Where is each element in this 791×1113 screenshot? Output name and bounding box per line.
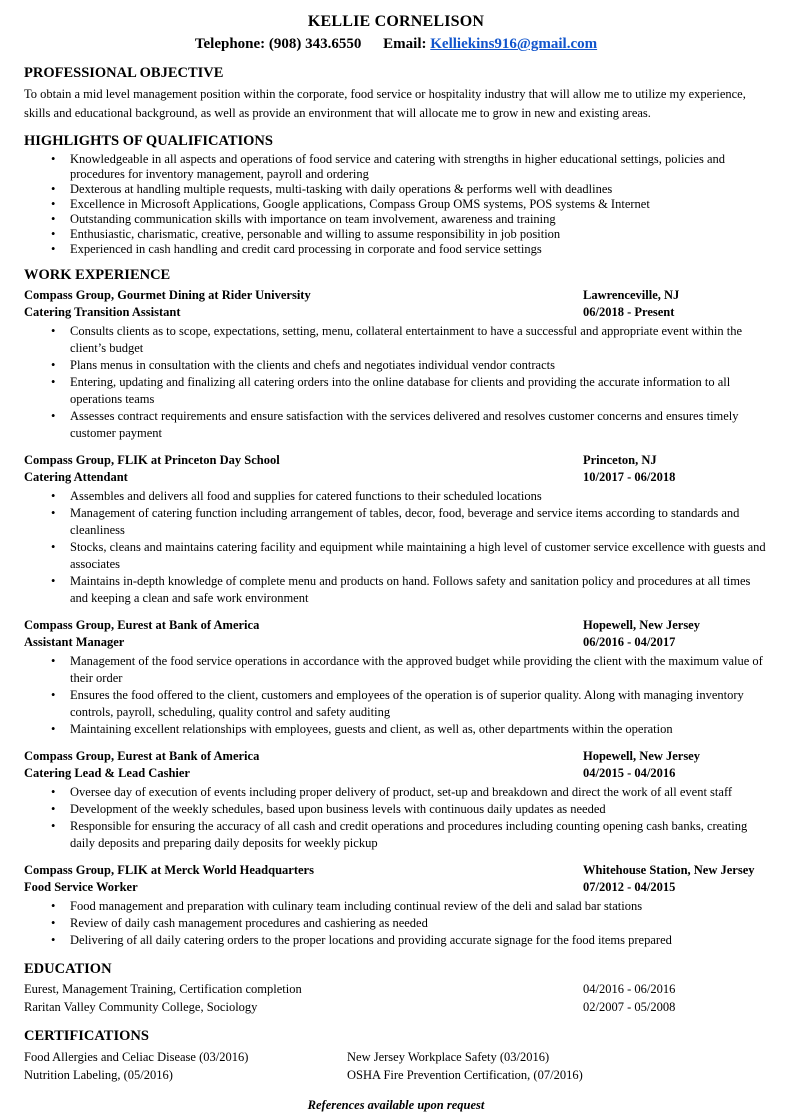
job-company: Compass Group, Gourmet Dining at Rider University (24, 287, 311, 302)
education-dates: 04/2016 - 06/2016 (583, 982, 676, 997)
job-entry (24, 862, 768, 949)
job-entry (24, 287, 768, 442)
job-entry (24, 617, 768, 738)
certification-item: Food Allergies and Celiac Disease (03/2016) (24, 1049, 249, 1064)
education-text: Eurest, Management Training, Certification completion (24, 982, 302, 997)
job-header-row (24, 617, 768, 634)
qualification-item: • Enthusiastic, charismatic, creative, personable and willing to assume responsibility in job position (24, 227, 768, 242)
job-location: Whitehouse Station, New Jersey (583, 862, 755, 877)
education-item (24, 980, 768, 998)
job-company: Compass Group, FLIK at Merck World Headquarters (24, 862, 314, 877)
email-link[interactable]: Kelliekins916@gmail.com (430, 36, 598, 53)
job-entry (24, 748, 768, 852)
job-title: Catering Attendant (24, 469, 128, 484)
qualification-item: • Outstanding communication skills with importance on team involvement, awareness and training (24, 212, 768, 227)
job-bullet: • Maintaining excellent relationships with employees, guests and client, as well as, other departments within the operation (24, 721, 768, 738)
qualification-item: • Experienced in cash handling and credit card processing in corporate and food service settings (24, 242, 768, 257)
references-note: References available upon request (307, 1097, 485, 1112)
job-title: Catering Lead & Lead Cashier (24, 765, 190, 780)
job-dates: 07/2012 - 04/2015 (583, 879, 676, 894)
job-title-row (24, 765, 768, 782)
qualification-item: • Knowledgeable in all aspects and operations of food service and catering with strengths in higher educational settings, policies and procedures for inventory management, payroll and ordering (24, 152, 768, 182)
certification-item: Nutrition Labeling, (05/2016) (24, 1067, 173, 1082)
job-header-row (24, 862, 768, 879)
job-bullet-list (24, 784, 768, 852)
job-bullet: • Stocks, cleans and maintains catering facility and equipment while maintaining a high level of customer service excellence with guests and associates (24, 539, 768, 573)
job-company: Compass Group, FLIK at Princeton Day School (24, 452, 280, 467)
job-title-row (24, 879, 768, 896)
certification-item: New Jersey Workplace Safety (03/2016) (347, 1049, 550, 1064)
job-dates: 06/2018 - Present (583, 304, 675, 319)
job-title: Food Service Worker (24, 879, 138, 894)
job-bullet-list (24, 898, 768, 949)
job-bullet: • Assesses contract requirements and ensure satisfaction with the services delivered and resolves customer concerns and ensures timely customer payment (24, 408, 768, 442)
job-company: Compass Group, Eurest at Bank of America (24, 617, 260, 632)
certification-item: OSHA Fire Prevention Certification, (07/2016) (347, 1067, 583, 1082)
job-bullet: • Oversee day of execution of events including proper delivery of product, set-up and breakdown and direct the work of all event staff (24, 784, 768, 801)
education-list (24, 980, 768, 1016)
job-bullet: • Review of daily cash management procedures and cashiering as needed (24, 915, 768, 932)
contact-line (24, 35, 768, 55)
job-bullet: • Management of catering function including arrangement of tables, decor, food, beverage and service items according to standards and cleanliness (24, 505, 768, 539)
telephone-text: Telephone: (908) 343.6550 (194, 36, 362, 53)
job-header-row (24, 452, 768, 469)
job-bullet: • Maintains in-depth knowledge of complete menu and products on hand. Follows safety and sanitation policy and procedures at all times and keeping a clean and safe work environment (24, 573, 768, 607)
job-location: Princeton, NJ (583, 452, 657, 467)
job-header-row (24, 287, 768, 304)
job-bullet: • Assembles and delivers all food and supplies for catered functions to their scheduled locations (24, 488, 768, 505)
job-bullet: • Plans menus in consultation with the clients and chefs and negotiates individual vendor contracts (24, 357, 768, 374)
email-label: Email: (383, 36, 427, 53)
job-bullet: • Management of the food service operations in accordance with the approved budget while providing the client with the maximum value of their order (24, 653, 768, 687)
job-entry (24, 452, 768, 607)
job-bullet: • Food management and preparation with culinary team including continual review of the deli and salad bar stations (24, 898, 768, 915)
qualifications-list (24, 152, 768, 257)
job-bullet: • Ensures the food offered to the client, customers and employees of the operation is of superior quality. Along with managing inventory controls, payroll, scheduling, quality control and safety auditing (24, 687, 768, 721)
job-dates: 04/2015 - 04/2016 (583, 765, 676, 780)
job-company: Compass Group, Eurest at Bank of America (24, 748, 260, 763)
objective-text: To obtain a mid level management position within the corporate, food service or hospitality industry that will allow me to utilize my experience, skills and educational background, as well as provide an environment that will allocate me to grow in new and existing areas. (24, 87, 746, 121)
certifications-list (24, 1048, 768, 1084)
resume-header (24, 12, 768, 55)
education-text: Raritan Valley Community College, Sociology (24, 1000, 258, 1015)
job-header-row (24, 748, 768, 765)
qualification-item: • Dexterous at handling multiple requests, multi-tasking with daily operations & performs well with deadlines (24, 182, 768, 197)
job-bullet-list (24, 488, 768, 607)
job-bullet: • Development of the weekly schedules, based upon business levels with continuous daily updates as needed (24, 801, 768, 818)
education-dates: 02/2007 - 05/2008 (583, 1000, 676, 1015)
education-item (24, 998, 768, 1016)
qualifications-heading: HIGHLIGHTS OF QUALIFICATIONS (24, 133, 273, 150)
job-bullet: • Responsible for ensuring the accuracy of all cash and credit operations and procedures including counting opening cash banks, creating daily deposits and preparing daily deposits for weekly pickup (24, 818, 768, 852)
job-bullet: • Delivering of all daily catering orders to the proper locations and providing accurate signage for the food items prepared (24, 932, 768, 949)
education-heading: EDUCATION (24, 960, 112, 977)
job-title-row (24, 469, 768, 486)
job-bullet-list (24, 653, 768, 738)
certifications-heading: CERTIFICATIONS (24, 1028, 149, 1045)
job-title: Catering Transition Assistant (24, 304, 181, 319)
job-dates: 06/2016 - 04/2017 (583, 634, 676, 649)
qualification-item: • Excellence in Microsoft Applications, Google applications, Compass Group OMS systems, POS systems & Internet (24, 197, 768, 212)
job-location: Lawrenceville, NJ (583, 287, 680, 302)
candidate-name: KELLIE CORNELISON (307, 13, 485, 30)
job-title-row (24, 304, 768, 321)
job-location: Hopewell, New Jersey (583, 617, 700, 632)
job-title: Assistant Manager (24, 634, 125, 649)
job-bullet: • Consults clients as to scope, expectations, setting, menu, collateral entertainment to have a successful and appropriate event within the client’s budget (24, 323, 768, 357)
job-dates: 10/2017 - 06/2018 (583, 469, 676, 484)
job-bullet: • Entering, updating and finalizing all catering orders into the online database for clients and providing the accurate information to all operations teams (24, 374, 768, 408)
certification-row (24, 1048, 768, 1066)
certification-row (24, 1066, 768, 1084)
objective-heading: PROFESSIONAL OBJECTIVE (24, 64, 224, 81)
job-location: Hopewell, New Jersey (583, 748, 700, 763)
job-title-row (24, 634, 768, 651)
experience-heading: WORK EXPERIENCE (24, 267, 171, 284)
job-bullet-list (24, 323, 768, 442)
